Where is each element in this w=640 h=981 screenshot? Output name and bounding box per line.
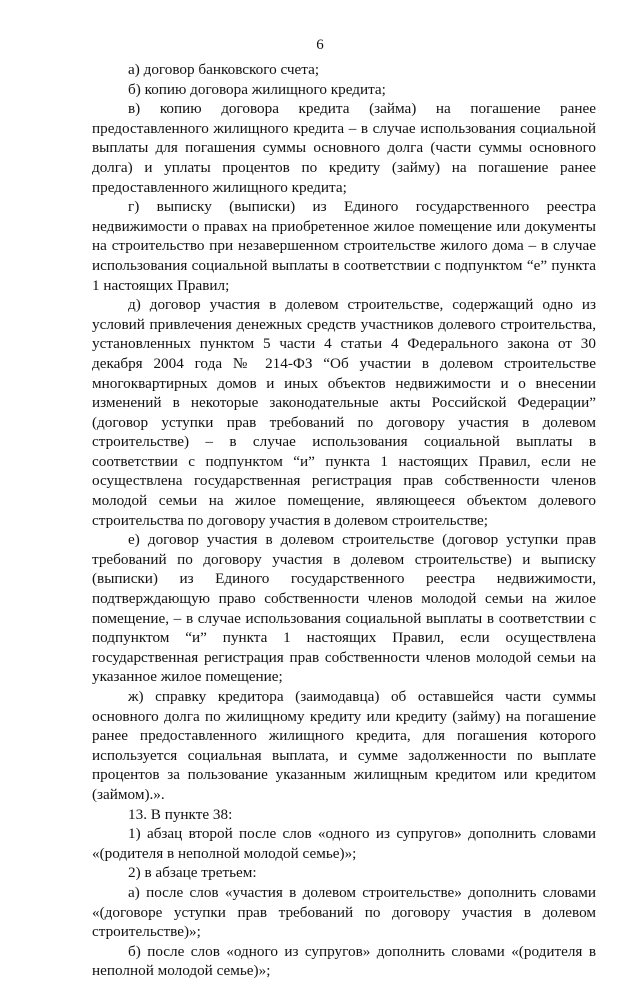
paragraph-amendment-2a: а) после слов «участия в долевом строительстве» дополнить словами «(договоре уступки прав требований по договору участия в долевом строительстве)»; — [92, 883, 596, 941]
paragraph-item-e: е) договор участия в долевом строительстве (договор уступки прав требований по договору участия в долевом строительстве) и выписку (выписки) из Единого государственного реестра недвижимости, подтверждающую право собственности членов молодой семьи на жилое помещение, – в случае использования социальной выплаты в соответствии с подпунктом “и” пункта 1 настоящих Правил, если осуществлена государственная регистрация прав собственности членов молодой семьи на указанное жилое помещение; — [92, 531, 596, 686]
paragraph-item-g: г) выписку (выписки) из Единого государственного реестра недвижимости о правах на приобретенное жилое помещение или документы на строительство при незавершенном строительстве жилого дома – в случае использования социальной выплаты в соответствии с подпунктом “е” пункта 1 настоящих Правил; — [92, 198, 596, 294]
document-body — [92, 60, 596, 981]
paragraph-item-b: б) копию договора жилищного кредита; — [128, 80, 386, 98]
paragraph-item-d: д) договор участия в долевом строительстве, содержащий одно из условий привлечения денежных средств участников долевого строительства, установленных пунктом 5 части 4 статьи 4 Федерального закона от 30 декабря 2004 года № 214-ФЗ “Об участии в долевом строительстве многоквартирных домов и иных объектов недвижимости и о внесении изменений в некоторые законодательные акты Российской Федерации” (договор уступки прав требований по договору участия в долевом строительстве) – в случае использования социальной выплаты в соответствии с подпунктом “и” пункта 1 настоящих Правил, если не осуществлена государственная регистрация прав собственности членов молодой семьи на жилое помещение, являющееся объектом долевого строительства по договору участия в долевом строительстве; — [92, 296, 596, 529]
paragraph-amendment-2: 2) в абзаце третьем: — [128, 864, 257, 882]
section-heading-13: 13. В пункте 38: — [128, 805, 233, 823]
page-number: 6 — [316, 37, 324, 53]
paragraph-amendment-1: 1) абзац второй после слов «одного из супругов» дополнить словами «(родителя в неполной молодой семье)»; — [92, 825, 596, 862]
paragraph-item-v: в) копию договора кредита (займа) на погашение ранее предоставленного жилищного кредита – в случае использования социальной выплаты для погашения суммы основного долга (части суммы основного долга) и уплаты процентов по кредиту (займу) на погашение ранее предоставленного жилищного кредита; — [92, 100, 596, 196]
paragraph-item-a: а) договор банковского счета; — [128, 61, 320, 78]
paragraph-amendment-2b: б) после слов «одного из супругов» дополнить словами «(родителя в неполной молодой семье)»; — [92, 942, 596, 980]
paragraph-item-zh: ж) справку кредитора (заимодавца) об оставшейся части суммы основного долга по жилищному кредиту или кредиту (займу) на погашение ранее предоставленного жилищного кредита, для погашения которого используется социальная выплата, и сумме задолженности по выплате процентов за пользование указанным жилищным кредитом или кредитом (займом).». — [92, 688, 596, 803]
